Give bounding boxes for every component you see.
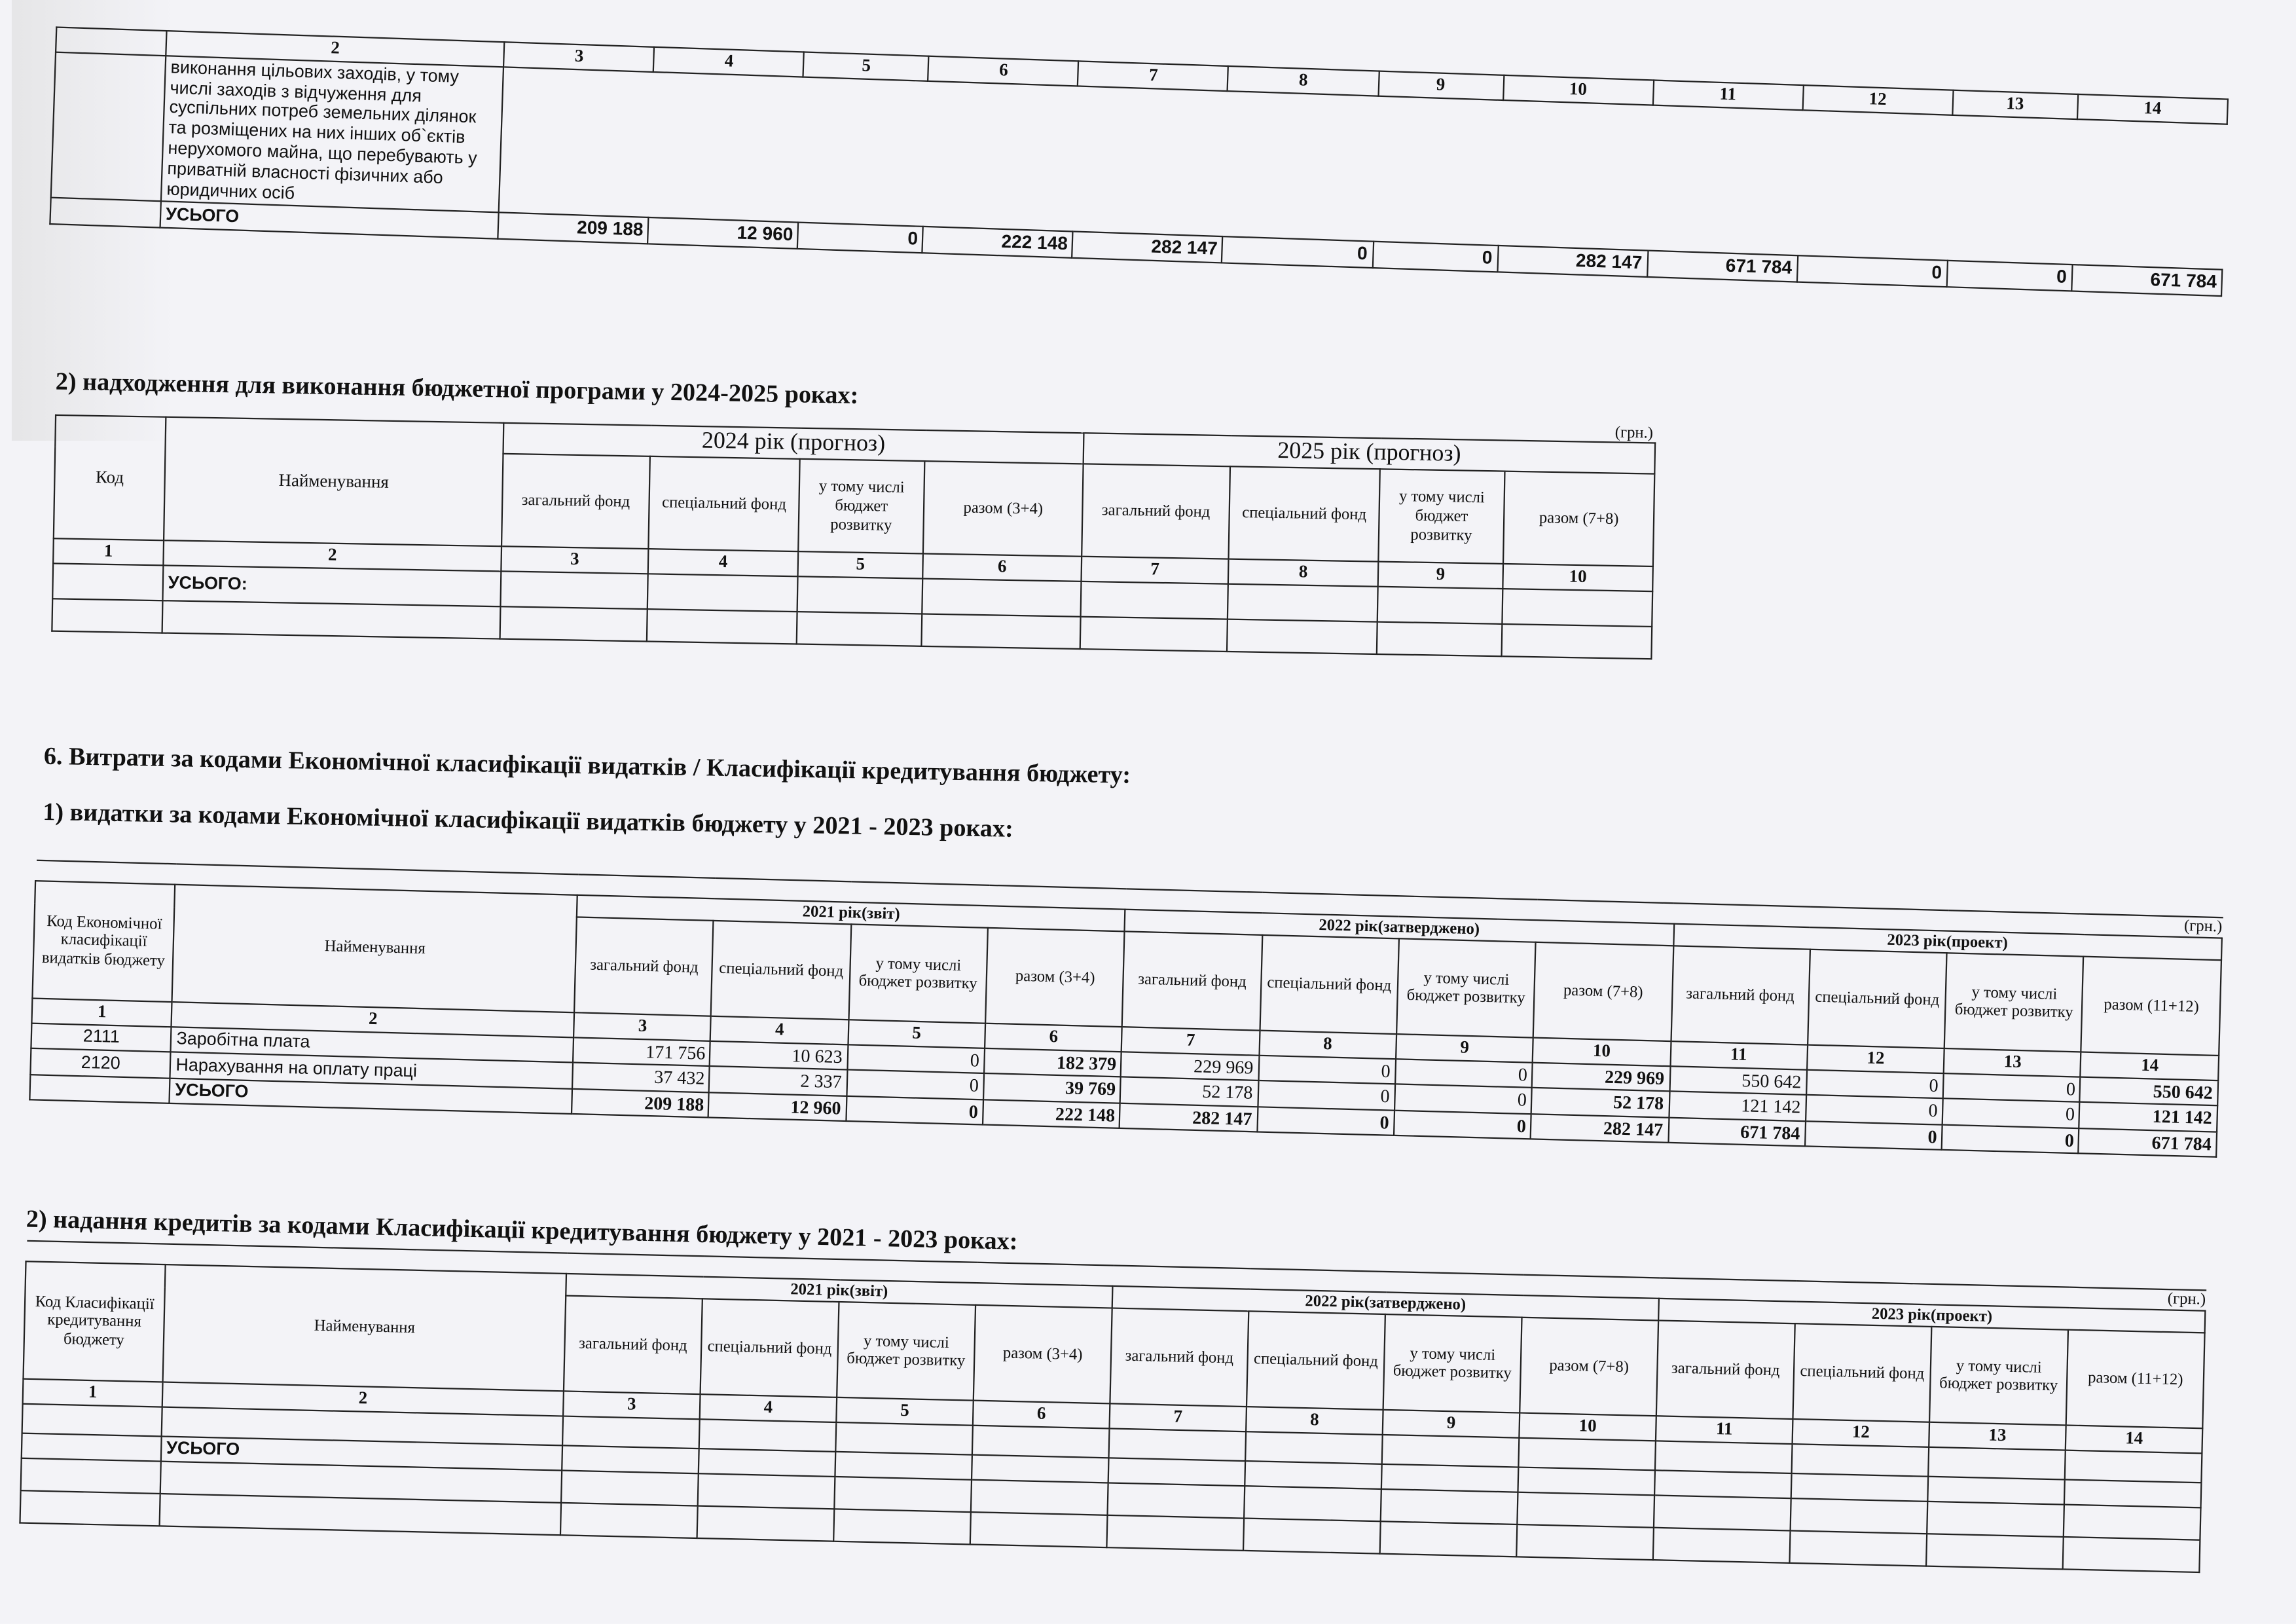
table-cell: 121 142 xyxy=(2079,1103,2217,1132)
table-cell: 171 756 xyxy=(573,1038,710,1067)
table-cell: загальний фонд xyxy=(564,1296,702,1395)
section-2024-2025 xyxy=(51,367,1656,660)
table-cell xyxy=(21,1458,161,1494)
table-cell: 52 178 xyxy=(1120,1077,1258,1106)
table-cell: УСЬОГО xyxy=(170,1078,572,1114)
table-cell: 4 xyxy=(653,47,804,77)
table-cell: 1 xyxy=(23,1379,163,1407)
table-cell: УСЬОГО xyxy=(161,1437,562,1471)
table-cell xyxy=(1382,1435,1520,1467)
table-cell: Код Економічної класифікації видатків бюджету xyxy=(32,880,175,1002)
table-cell: 209 188 xyxy=(572,1088,709,1117)
top-table-section xyxy=(49,26,2229,296)
table-cell xyxy=(22,1433,162,1462)
table-cell: разом (7+8) xyxy=(1503,471,1654,566)
table-cell xyxy=(1381,1464,1518,1492)
table-cell: 2 xyxy=(162,1382,564,1416)
table-cell: 6 xyxy=(973,1401,1110,1428)
table-cell: 2021 рік(звіт) xyxy=(577,895,1125,932)
table-cell: 0 xyxy=(1806,1096,1943,1124)
table-cell xyxy=(834,1477,972,1512)
table-cell: 10 623 xyxy=(710,1041,848,1070)
table-cell xyxy=(1108,1458,1245,1486)
table-cell: спеціальний фонд xyxy=(1793,1324,1931,1423)
table-cell xyxy=(647,610,797,644)
table-cell: у тому числі бюджет розвитку xyxy=(848,925,988,1024)
table-cell: 11 xyxy=(1652,80,1803,109)
table-cell: 12 960 xyxy=(648,218,799,249)
table-cell xyxy=(1792,1444,1929,1477)
expenses-table xyxy=(29,860,2223,1158)
table-cell: 4 xyxy=(700,1395,837,1422)
table-cell: 9 xyxy=(1378,562,1503,589)
table-cell xyxy=(1791,1498,1928,1534)
table-cell: Нарахування на оплату праці xyxy=(170,1052,573,1088)
table-cell: 0 xyxy=(1806,1070,1944,1099)
table-cell: разом (7+8) xyxy=(1533,942,1673,1041)
table-cell: 39 769 xyxy=(983,1074,1121,1103)
table-cell: 282 147 xyxy=(1531,1114,1668,1143)
table-cell xyxy=(1502,589,1652,627)
table-cell xyxy=(562,1446,699,1473)
table-cell: 6 xyxy=(985,1024,1122,1052)
table-cell: 671 784 xyxy=(2071,265,2222,296)
table-cell xyxy=(1080,617,1228,652)
table-cell: спеціальний фонд xyxy=(1247,1312,1385,1411)
table-cell xyxy=(647,574,798,612)
table-cell: 7 xyxy=(1121,1027,1259,1056)
table-cell: 0 xyxy=(1394,1084,1532,1113)
table-cell: спеціальний фонд xyxy=(1229,467,1380,562)
table-cell xyxy=(699,1449,835,1476)
table-cell xyxy=(1502,624,1652,659)
table-cell: 10 xyxy=(1503,75,1653,105)
table-cell xyxy=(52,564,163,601)
table-cell xyxy=(1927,1477,2064,1504)
table-cell xyxy=(971,1479,1108,1515)
subsection-heading: 2) надання кредитів за кодами Класифікації кредитування бюджету у 2021 - 2023 роках: xyxy=(26,1204,1018,1255)
table-cell: 2 xyxy=(166,31,504,67)
table-cell xyxy=(698,1473,835,1509)
table-cell: 8 xyxy=(1246,1407,1383,1435)
table-cell: разом (7+8) xyxy=(1520,1318,1658,1416)
table-cell xyxy=(1106,1515,1244,1551)
table-cell: разом (3+4) xyxy=(985,929,1125,1027)
table-cell xyxy=(1926,1534,2064,1569)
table-cell xyxy=(1245,1431,1383,1464)
table-cell: 1 xyxy=(31,999,172,1027)
table-cell: 229 969 xyxy=(1532,1063,1669,1092)
table-cell: 0 xyxy=(1796,256,1947,287)
table-cell xyxy=(797,612,922,647)
table-cell xyxy=(972,1455,1108,1483)
table-cell xyxy=(921,614,1080,650)
table-cell: у тому числі бюджет розвитку xyxy=(1396,939,1536,1038)
table-cell: 0 xyxy=(1257,1107,1394,1135)
table-cell: загальний фонд xyxy=(574,917,714,1016)
table-cell xyxy=(561,1470,699,1505)
table-cell xyxy=(1654,1495,1791,1530)
table-cell: спеціальний фонд xyxy=(712,921,851,1020)
table-cell: 5 xyxy=(798,552,923,579)
table-cell xyxy=(1081,581,1228,619)
table-cell: 0 xyxy=(798,223,924,252)
table-cell: 121 142 xyxy=(1668,1092,1806,1120)
table-cell xyxy=(970,1512,1108,1547)
table-cell xyxy=(56,28,167,56)
table-cell xyxy=(922,579,1081,617)
table-cell xyxy=(1517,1492,1654,1527)
table-cell xyxy=(1245,1461,1381,1488)
table-cell: 0 xyxy=(1395,1059,1533,1088)
table-cell: загальний фонд xyxy=(1656,1321,1795,1420)
table-cell: Заробітна плата xyxy=(171,1027,574,1063)
table-cell xyxy=(1108,1429,1246,1462)
table-cell xyxy=(699,1419,837,1452)
unit-label: (грн.) xyxy=(26,1241,2206,1310)
table-cell: загальний фонд xyxy=(1670,946,1810,1045)
table-cell: спеціальний фонд xyxy=(1808,950,1947,1048)
table-cell xyxy=(1518,1467,1654,1495)
table-cell: 5 xyxy=(803,52,929,81)
table-cell xyxy=(1108,1483,1245,1518)
table-cell: 0 xyxy=(1258,1056,1396,1084)
credits-table xyxy=(19,1240,2206,1573)
table-cell: 13 xyxy=(1929,1422,2066,1450)
table-cell: 10 xyxy=(1519,1413,1656,1441)
table-cell: 2 337 xyxy=(710,1067,847,1096)
table-cell: 2120 xyxy=(30,1049,171,1079)
table-cell xyxy=(50,198,161,228)
table-cell xyxy=(797,577,923,614)
revenue-forecast-table xyxy=(51,415,1656,660)
table-cell: 182 379 xyxy=(984,1048,1121,1077)
table-cell: 2021 рік(звіт) xyxy=(566,1273,1112,1308)
section-heading: 2) надходження для виконання бюджетної програми у 2024-2025 роках: xyxy=(55,367,859,409)
table-cell: 5 xyxy=(848,1020,985,1048)
table-cell: 282 147 xyxy=(1072,232,1223,263)
table-cell: 3 xyxy=(574,1013,711,1041)
table-cell xyxy=(162,601,501,639)
table-cell: 12 xyxy=(1793,1420,1929,1447)
table-cell: разом (3+4) xyxy=(923,462,1084,557)
table-cell: 2022 рік(затверджено) xyxy=(1112,1285,1659,1321)
table-cell: 14 xyxy=(2066,1426,2203,1453)
table-cell: 2023 рік(проект) xyxy=(1673,923,2222,961)
table-cell: Найменування xyxy=(164,417,503,547)
table-cell xyxy=(562,1416,700,1449)
table-cell xyxy=(1654,1470,1791,1498)
table-cell: 3 xyxy=(563,1392,700,1419)
table-cell: 8 xyxy=(1259,1031,1396,1059)
table-cell: 222 148 xyxy=(983,1099,1120,1128)
table-cell: 1 xyxy=(53,539,164,566)
table-cell: разом (11+12) xyxy=(2066,1330,2205,1429)
table-cell: 37 432 xyxy=(572,1063,710,1092)
table-cell: УСЬОГО: xyxy=(162,566,501,607)
table-cell: у тому числі бюджет розвитку xyxy=(1383,1315,1522,1414)
table-cell: Найменування xyxy=(172,884,577,1013)
table-cell xyxy=(500,607,647,642)
table-cell xyxy=(1791,1473,1928,1501)
table-cell xyxy=(29,1075,170,1104)
table-cell: Найменування xyxy=(163,1264,566,1392)
table-cell: 0 xyxy=(847,1070,984,1099)
table-cell xyxy=(1243,1518,1381,1553)
table-cell: 2 xyxy=(163,541,501,572)
table-cell: спеціальний фонд xyxy=(648,457,799,552)
table-cell: 282 147 xyxy=(1120,1103,1257,1132)
table-cell: 2024 рік (прогноз) xyxy=(503,423,1084,464)
table-cell: 0 xyxy=(1372,242,1498,272)
targets-table-fragment xyxy=(49,26,2229,296)
table-cell: 3 xyxy=(501,547,648,574)
table-cell: 0 xyxy=(1805,1121,1942,1150)
table-cell: 2025 рік (прогноз) xyxy=(1084,433,1656,474)
credits-section xyxy=(19,1205,2207,1573)
table-cell: 0 xyxy=(1942,1124,2079,1153)
table-cell xyxy=(1516,1524,1654,1560)
table-cell: 671 784 xyxy=(2079,1128,2217,1157)
table-cell: 550 642 xyxy=(2080,1077,2218,1106)
table-cell: 7 xyxy=(1078,61,1229,90)
table-cell: 52 178 xyxy=(1531,1088,1669,1117)
table-cell xyxy=(833,1509,971,1544)
table-cell xyxy=(2064,1480,2202,1507)
table-cell: 10 xyxy=(1503,564,1653,592)
table-cell: 2 xyxy=(172,1003,574,1038)
table-cell xyxy=(2064,1504,2201,1540)
table-cell: 209 188 xyxy=(498,213,649,244)
table-cell: у тому числі бюджет розвитку xyxy=(1929,1327,2068,1426)
table-cell: 0 xyxy=(1258,1081,1395,1110)
table-cell: 229 969 xyxy=(1121,1052,1258,1080)
table-cell xyxy=(697,1505,835,1541)
table-cell: 10 xyxy=(1533,1038,1670,1066)
table-cell: 222 148 xyxy=(922,227,1073,258)
table-cell: 11 xyxy=(1656,1416,1793,1444)
table-cell xyxy=(1380,1521,1518,1557)
table-cell: 2023 рік(проект) xyxy=(1658,1298,2206,1333)
table-cell: 11 xyxy=(1670,1042,1808,1070)
table-cell xyxy=(22,1404,162,1437)
table-cell: спеціальний фонд xyxy=(701,1299,839,1398)
section-6 xyxy=(43,742,1131,846)
table-cell: 0 xyxy=(1222,237,1373,268)
table-cell: 13 xyxy=(1944,1049,2081,1077)
table-cell xyxy=(1227,619,1377,654)
table-cell: 671 784 xyxy=(1647,251,1797,282)
table-cell xyxy=(835,1422,973,1455)
table-cell: 9 xyxy=(1383,1410,1520,1437)
table-cell: разом (11+12) xyxy=(2081,957,2221,1056)
table-cell xyxy=(1377,622,1503,657)
table-cell xyxy=(1377,587,1503,624)
table-cell xyxy=(1655,1441,1793,1474)
table-cell: 12 xyxy=(1802,85,1953,115)
table-cell: 8 xyxy=(1228,66,1379,96)
table-cell xyxy=(1789,1530,1927,1566)
table-cell: 4 xyxy=(711,1016,848,1044)
table-cell xyxy=(560,1503,698,1538)
table-cell: 0 xyxy=(847,1044,985,1073)
table-cell: у тому числі бюджет розвитку xyxy=(1378,470,1504,564)
table-cell: 9 xyxy=(1396,1035,1533,1063)
table-cell: 282 147 xyxy=(1497,246,1648,277)
table-cell xyxy=(1244,1486,1381,1521)
subsection-heading: 1) видатки за кодами Економічної класифікації видатків бюджету у 2021 - 2023 роках: xyxy=(43,798,1014,843)
table-cell: 0 xyxy=(1942,1099,2080,1128)
table-cell xyxy=(1927,1502,2064,1537)
table-cell: у тому числі бюджет розвитку xyxy=(837,1302,975,1401)
table-cell xyxy=(1653,1527,1791,1562)
table-cell: 7 xyxy=(1082,557,1229,585)
table-cell: 0 xyxy=(1946,261,2072,291)
table-cell: разом (3+4) xyxy=(974,1305,1112,1404)
table-cell xyxy=(1518,1438,1656,1471)
table-cell: 6 xyxy=(928,56,1079,86)
table-cell xyxy=(2063,1537,2200,1572)
table-cell xyxy=(52,599,162,633)
table-cell: 2111 xyxy=(31,1024,172,1053)
table-cell xyxy=(972,1426,1110,1458)
table-cell: у тому числі бюджет розвитку xyxy=(1944,953,2084,1052)
table-cell: 5 xyxy=(836,1398,973,1426)
unit-label: (грн.) xyxy=(1614,424,1654,443)
table-cell: 7 xyxy=(1110,1404,1247,1431)
table-cell: спеціальний фонд xyxy=(1260,935,1399,1034)
table-cell: 8 xyxy=(1228,559,1378,587)
table-cell xyxy=(2065,1450,2202,1483)
table-cell: 6 xyxy=(922,554,1082,581)
table-cell: 550 642 xyxy=(1669,1066,1806,1095)
table-cell: 3 xyxy=(503,42,654,71)
table-cell: загальний фонд xyxy=(1082,464,1230,559)
table-cell xyxy=(20,1490,160,1526)
table-cell: УСЬОГО xyxy=(160,202,499,238)
table-cell xyxy=(1928,1447,2066,1480)
table-cell: 0 xyxy=(846,1096,983,1124)
table-cell: у тому числі бюджет розвитку xyxy=(798,460,924,555)
table-cell: 0 xyxy=(1943,1073,2081,1102)
table-cell: 0 xyxy=(1394,1110,1531,1139)
table-cell xyxy=(1381,1489,1518,1524)
table-cell: 12 960 xyxy=(709,1092,847,1121)
table-cell xyxy=(835,1452,972,1479)
table-cell: 4 xyxy=(648,549,798,577)
expenses-section xyxy=(29,860,2223,1158)
table-cell: 9 xyxy=(1378,71,1504,100)
table-cell: 14 xyxy=(2077,94,2228,124)
table-cell: 12 xyxy=(1807,1045,1944,1073)
table-cell: загальний фонд xyxy=(501,454,650,549)
table-cell: Код xyxy=(54,415,166,541)
table-cell: загальний фонд xyxy=(1122,932,1262,1031)
table-cell xyxy=(51,52,166,202)
table-cell: Код Класифікації кредитування бюджету xyxy=(23,1261,165,1382)
table-cell: 14 xyxy=(2081,1052,2219,1080)
table-cell xyxy=(1228,584,1378,622)
table-cell xyxy=(500,572,647,610)
table-cell: загальний фонд xyxy=(1110,1308,1248,1407)
table-cell: 13 xyxy=(1952,90,2078,119)
table-cell: 2022 рік(затверджено) xyxy=(1125,909,1673,946)
section-heading: 6. Витрати за кодами Економічної класифікації видатків / Класифікації кредитування бюджету: xyxy=(43,742,1131,789)
unit-label: (грн.) xyxy=(35,860,2223,938)
table-cell: виконання цільових заходів, у тому числі заходів з відчуження для суспільних потреб земельних ділянок та розміщених на них інших об`єктів нерухомого майна, що перебувають у приватній власності фізичних або юридичних осіб xyxy=(161,56,503,213)
table-cell: 671 784 xyxy=(1667,1117,1805,1146)
